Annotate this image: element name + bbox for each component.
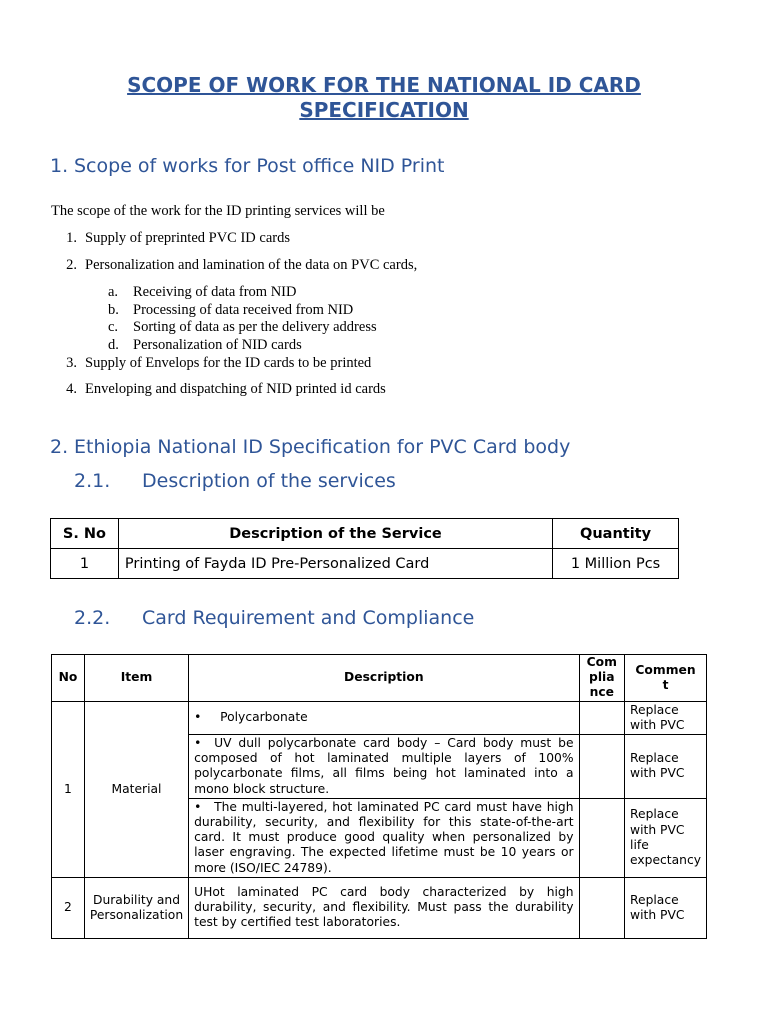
description-text: UV dull polycarbonate card body – Card body must be composed of hot laminated multiple layers of 100% polycarbonate films, all films being hot laminated into a mono block structure. <box>194 736 574 796</box>
sub-list <box>108 284 377 354</box>
header-comment <box>625 655 707 702</box>
header-comment-line-2: t <box>662 677 669 692</box>
cell-description <box>189 701 579 734</box>
cell-comment: Replace with PVC life expectancy <box>625 798 707 877</box>
subsection-2-1-heading <box>74 470 396 492</box>
cell-comment: Replace with PVC <box>625 877 707 938</box>
cell-no: 1 <box>52 701 85 877</box>
title-line-2: SPECIFICATION <box>299 98 469 122</box>
list-item-number: 3. <box>66 355 77 371</box>
list-item <box>55 257 417 274</box>
header-comment-line-1: Commen <box>635 662 696 677</box>
list-item-text: Enveloping and dispatching of NID printed id cards <box>85 381 386 397</box>
sub-list-item-text: Sorting of data as per the delivery address <box>133 319 377 335</box>
sub-list-item <box>108 284 377 302</box>
services-table <box>50 518 679 579</box>
table-header-row <box>52 655 707 702</box>
cell-description <box>189 735 579 799</box>
cell-comment: Replace with PVC <box>625 701 707 734</box>
cell-description <box>189 798 579 877</box>
header-no: No <box>52 655 85 702</box>
subsection-2-1-number: 2.1. <box>74 470 111 492</box>
subsection-2-2-title: Card Requirement and Compliance <box>142 607 475 629</box>
cell-description: Printing of Fayda ID Pre-Personalized Card <box>118 549 552 579</box>
cell-sno: 1 <box>51 549 119 579</box>
sub-list-item-text: Personalization of NID cards <box>133 336 302 353</box>
sub-list-item <box>108 319 377 337</box>
table-header-row <box>51 519 679 549</box>
document-title <box>0 73 768 123</box>
cell-item: Material <box>84 701 188 877</box>
header-compliance-line-1: Com <box>586 655 617 669</box>
cell-compliance <box>579 701 625 734</box>
list-item-text: Supply of preprinted PVC ID cards <box>85 230 290 246</box>
bullet: • <box>194 736 202 751</box>
cell-comment: Replace with PVC <box>625 735 707 799</box>
list-item-text: Supply of Envelops for the ID cards to be printed <box>85 355 372 371</box>
bullet: • <box>194 710 202 725</box>
list-item <box>55 355 371 372</box>
list-item-number: 2. <box>66 257 77 273</box>
scope-intro: The scope of the work for the ID printing services will be <box>51 203 385 219</box>
sub-list-item-text: Receiving of data from NID <box>133 284 297 300</box>
section-1-title: Scope of works for Post office NID Print <box>74 155 445 177</box>
section-2-title: Ethiopia National ID Specification for PVC Card body <box>74 436 571 458</box>
header-sno: S. No <box>51 519 119 549</box>
cell-item: Durability and Personalization <box>84 877 188 938</box>
sub-list-item-letter: d. <box>108 336 119 353</box>
sub-list-item <box>108 337 377 355</box>
list-item-number: 1. <box>66 230 77 246</box>
sub-list-item-text: Processing of data received from NID <box>133 301 354 318</box>
compliance-table <box>51 654 707 939</box>
sub-list-item-letter: b. <box>108 301 119 318</box>
header-description: Description <box>189 655 579 702</box>
cell-description: UHot laminated PC card body characterized by high durability, security, and flexibility. Must pass the durability test by certified test laboratories. <box>189 877 579 938</box>
table-row <box>52 701 707 734</box>
subsection-2-1-title: Description of the services <box>142 470 396 492</box>
description-text: The multi-layered, hot laminated PC card must have high durability, security, and flexibility for this state-of-the-art card. It must produce good quality when personalized by laser engraving. The expected lifetime must be 10 years or more (ISO/IEC 24789). <box>194 799 574 875</box>
cell-compliance <box>579 877 625 938</box>
section-1-heading <box>50 155 445 177</box>
header-compliance <box>579 655 625 702</box>
bullet: • <box>194 799 202 814</box>
list-item-text: Personalization and lamination of the data on PVC cards, <box>85 257 418 273</box>
header-description: Description of the Service <box>118 519 552 549</box>
section-2-heading <box>50 436 570 458</box>
section-2-number: 2. <box>50 436 69 458</box>
cell-no: 2 <box>52 877 85 938</box>
list-item-number: 4. <box>66 381 77 397</box>
header-item: Item <box>84 655 188 702</box>
subsection-2-2-number: 2.2. <box>74 607 111 629</box>
description-text: Polycarbonate <box>220 710 308 725</box>
table-row <box>52 877 707 938</box>
header-quantity: Quantity <box>553 519 679 549</box>
title-line-1: SCOPE OF WORK FOR THE NATIONAL ID CARD <box>127 73 641 97</box>
subsection-2-2-heading <box>74 607 474 629</box>
header-compliance-line-2: plia <box>589 670 615 685</box>
sub-list-item-letter: c. <box>108 319 119 335</box>
cell-compliance <box>579 798 625 877</box>
list-item <box>55 230 290 247</box>
cell-quantity: 1 Million Pcs <box>553 549 679 579</box>
sub-list-item-letter: a. <box>108 284 119 300</box>
sub-list-item <box>108 302 377 320</box>
table-row <box>51 549 679 579</box>
list-item <box>55 381 386 398</box>
cell-compliance <box>579 735 625 799</box>
header-compliance-line-3: nce <box>589 685 614 700</box>
section-1-number: 1. <box>50 155 69 177</box>
